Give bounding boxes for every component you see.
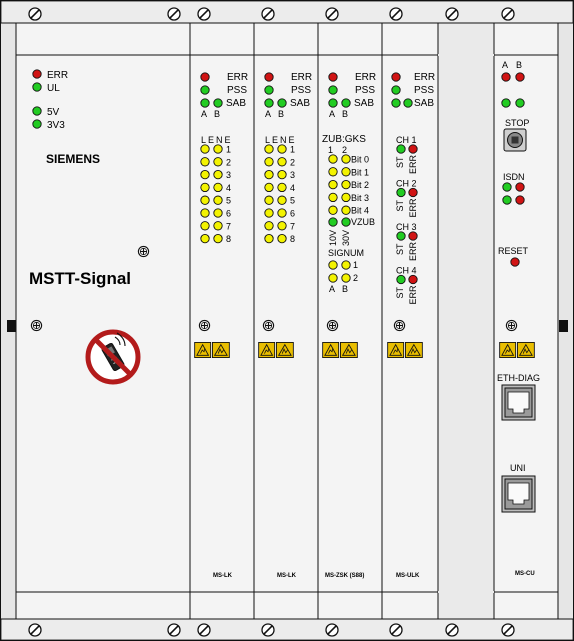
b-label: B xyxy=(516,60,523,70)
led-b xyxy=(278,99,286,107)
led-a xyxy=(392,99,400,107)
led-bit-2 xyxy=(342,155,350,163)
led-pss xyxy=(329,86,337,94)
led-channel-a xyxy=(201,209,209,217)
signum-a-label: A xyxy=(329,284,336,294)
a-label: A xyxy=(502,60,509,70)
led-err xyxy=(265,73,273,81)
10v-label: 10V xyxy=(328,229,338,246)
led-err xyxy=(33,70,41,78)
channel-label: 3 xyxy=(290,170,296,181)
channel-label: 5 xyxy=(290,195,296,206)
channel-label: 6 xyxy=(290,208,296,219)
screw-icon xyxy=(446,8,458,20)
channel-label: CH 1 xyxy=(396,135,417,145)
led-channel-b xyxy=(214,145,222,153)
led-channel-a xyxy=(201,196,209,204)
led-isdn-3 xyxy=(503,196,511,204)
led-channel-b xyxy=(278,222,286,230)
led-signum-1a xyxy=(329,261,337,269)
isdn-label: ISDN xyxy=(503,172,525,182)
channel-label: 3 xyxy=(226,170,232,181)
channel-label: CH 2 xyxy=(396,178,417,189)
signum-title: SIGNUM xyxy=(328,248,364,258)
pss-label: PSS xyxy=(291,85,312,96)
err-label: ERR xyxy=(408,285,418,305)
led-st xyxy=(397,188,405,196)
col-2-label: 2 xyxy=(342,145,348,155)
no-phone-icon xyxy=(88,332,138,382)
led-err xyxy=(409,145,417,153)
led-channel-b xyxy=(278,234,286,242)
bolt-icon xyxy=(199,320,209,330)
screw-icon xyxy=(502,624,514,636)
model-label: MS-LK xyxy=(213,573,232,579)
led-channel-b xyxy=(214,209,222,217)
led-a-green xyxy=(502,99,510,107)
led-channel-a xyxy=(265,158,273,166)
led-isdn-2 xyxy=(516,183,524,191)
lk-card-1-panel xyxy=(190,23,254,619)
led-st xyxy=(397,145,405,153)
eth-diag-port[interactable] xyxy=(502,385,535,420)
led-b xyxy=(404,99,412,107)
led-channel-a xyxy=(201,158,209,166)
led-st xyxy=(397,275,405,283)
model-label: MS-CU xyxy=(515,571,535,577)
blank-card-panel xyxy=(438,23,494,619)
channel-header: LENE xyxy=(201,135,233,145)
screw-icon xyxy=(262,8,274,20)
led-channel-a xyxy=(201,183,209,191)
esd-warning-icon xyxy=(388,342,423,357)
led-bit-2 xyxy=(342,180,350,188)
main-title: MSTT-Signal xyxy=(29,269,131,288)
led-channel-b xyxy=(214,183,222,191)
led-channel-a xyxy=(265,145,273,153)
led-bit-2 xyxy=(342,193,350,201)
led-a xyxy=(329,99,337,107)
model-label: MS-ULK xyxy=(396,573,420,579)
cu-card-panel xyxy=(494,23,558,619)
err-label: ERR xyxy=(408,241,418,261)
esd-warning-icon xyxy=(195,342,230,357)
led-ul xyxy=(33,83,41,91)
bit-label: Bit 4 xyxy=(351,205,370,216)
screw-icon xyxy=(198,8,210,20)
esd-warning-icon xyxy=(323,342,358,357)
led-err xyxy=(329,73,337,81)
led-bit-1 xyxy=(329,193,337,201)
err-label: ERR xyxy=(355,72,377,83)
led-pss xyxy=(201,86,209,94)
zsk-card-panel xyxy=(318,23,382,619)
led-bit-1 xyxy=(329,168,337,176)
screw-icon xyxy=(168,624,180,636)
channel-label: 8 xyxy=(226,234,232,245)
b-label: B xyxy=(278,109,285,119)
led-err xyxy=(409,232,417,240)
err-label: ERR xyxy=(414,72,436,83)
screw-icon xyxy=(262,624,274,636)
led-vzub-1 xyxy=(329,218,337,226)
led-channel-a xyxy=(265,170,273,178)
screw-icon xyxy=(29,8,41,20)
siemens-logo: SIEMENS xyxy=(46,152,101,166)
pss-label: PSS xyxy=(414,85,435,96)
channel-label: 5 xyxy=(226,195,232,206)
pss-label: PSS xyxy=(355,85,376,96)
led-channel-b xyxy=(214,196,222,204)
led-err xyxy=(392,73,400,81)
signum-b-label: B xyxy=(342,284,349,294)
channel-label: 7 xyxy=(226,221,232,232)
b-label: B xyxy=(214,109,221,119)
led-b xyxy=(342,99,350,107)
led-signum-1b xyxy=(342,261,350,269)
led-channel-b xyxy=(278,183,286,191)
channel-label: 7 xyxy=(290,221,296,232)
led-channel-a xyxy=(201,234,209,242)
led-channel-b xyxy=(278,145,286,153)
led-bit-1 xyxy=(329,180,337,188)
led-b xyxy=(214,99,222,107)
card-panels xyxy=(16,23,558,619)
stop-label: STOP xyxy=(505,118,530,128)
channel-label: CH 3 xyxy=(396,222,417,232)
model-label: MS-LK xyxy=(277,573,296,579)
bolt-icon xyxy=(506,320,516,330)
led-err xyxy=(409,275,417,283)
screw-icon xyxy=(326,624,338,636)
led-channel-b xyxy=(214,158,222,166)
bolt-icon xyxy=(263,320,273,330)
led-channel-b xyxy=(214,222,222,230)
channel-label: 2 xyxy=(226,157,232,168)
led-a xyxy=(265,99,273,107)
led-bit-2 xyxy=(342,206,350,214)
led-channel-b xyxy=(214,170,222,178)
channel-label: CH 4 xyxy=(396,265,417,276)
bolt-icon xyxy=(394,320,404,330)
pss-label: PSS xyxy=(227,85,248,96)
stop-button[interactable] xyxy=(504,129,526,151)
b-label: B xyxy=(342,109,349,119)
channel-label: 4 xyxy=(226,182,232,193)
bolt-icon xyxy=(327,320,337,330)
led-channel-a xyxy=(265,222,273,230)
led-channel-a xyxy=(265,183,273,191)
channel-label: 6 xyxy=(226,208,232,219)
led-err xyxy=(409,188,417,196)
led-channel-b xyxy=(278,170,286,178)
screw-icon xyxy=(168,8,180,20)
led-st xyxy=(397,232,405,240)
led-channel-b xyxy=(278,209,286,217)
sab-label: SAB xyxy=(354,98,375,109)
30v-label: 30V xyxy=(341,229,351,246)
sab-label: SAB xyxy=(290,98,311,109)
screw-icon xyxy=(390,624,402,636)
st-label: ST xyxy=(395,199,405,212)
led-channel-a xyxy=(201,145,209,153)
err-label: ERR xyxy=(408,154,418,174)
bit-label: Bit 2 xyxy=(351,180,370,191)
led-err xyxy=(201,73,209,81)
screw-icon xyxy=(326,8,338,20)
err-label: ERR xyxy=(408,198,418,218)
uni-port[interactable] xyxy=(502,476,535,512)
col-1-label: 1 xyxy=(328,145,334,155)
led-label-5v: 5V xyxy=(47,107,60,118)
signum-2-label: 2 xyxy=(353,273,359,283)
led-signum-2a xyxy=(329,274,337,282)
led-pss xyxy=(392,86,400,94)
uni-label: UNI xyxy=(510,463,526,473)
channel-label: 2 xyxy=(290,157,296,168)
bolt-icon xyxy=(31,320,41,330)
a-label: A xyxy=(329,109,336,119)
a-label: A xyxy=(201,109,208,119)
ulk-card-panel xyxy=(382,23,438,619)
main-panel xyxy=(16,23,190,619)
channel-header: LENE xyxy=(265,135,297,145)
sab-label: SAB xyxy=(414,98,435,109)
channel-label: 1 xyxy=(226,144,232,155)
led-pss xyxy=(265,86,273,94)
esd-warning-icon xyxy=(259,342,294,357)
st-label: ST xyxy=(395,243,405,255)
led-5v xyxy=(33,107,41,115)
led-b-green xyxy=(516,99,524,107)
sab-label: SAB xyxy=(226,98,247,109)
led-channel-a xyxy=(265,234,273,242)
screw-icon xyxy=(446,624,458,636)
led-channel-a xyxy=(201,170,209,178)
err-label: ERR xyxy=(227,72,249,83)
a-label: A xyxy=(265,109,272,119)
led-vzub-2 xyxy=(342,218,350,226)
st-label: ST xyxy=(395,156,405,168)
bolt-icon xyxy=(138,246,148,256)
led-signum-2b xyxy=(342,274,350,282)
screw-icon xyxy=(198,624,210,636)
led-label-3v3: 3V3 xyxy=(47,120,65,131)
lk-card-2-panel xyxy=(254,23,318,619)
led-channel-b xyxy=(278,158,286,166)
reset-button[interactable] xyxy=(511,258,519,266)
st-label: ST xyxy=(395,286,405,299)
model-label: MS-ZSK (S88) xyxy=(325,573,365,579)
channel-label: 1 xyxy=(290,144,296,155)
led-isdn-1 xyxy=(503,183,511,191)
led-b-red xyxy=(516,73,524,81)
led-channel-a xyxy=(201,222,209,230)
bit-label: Bit 0 xyxy=(351,154,370,165)
led-channel-b xyxy=(278,196,286,204)
screw-icon xyxy=(29,624,41,636)
signum-1-label: 1 xyxy=(353,260,359,270)
channel-label: 8 xyxy=(290,234,296,245)
led-channel-a xyxy=(265,209,273,217)
vzub-label: VZUB xyxy=(351,217,376,227)
zub-gks-header: ZUB:GKS xyxy=(322,134,366,145)
channel-label: 4 xyxy=(290,182,296,193)
led-label-err: ERR xyxy=(47,70,69,81)
bit-label: Bit 3 xyxy=(351,192,370,203)
eth-diag-label: ETH-DIAG xyxy=(497,373,541,383)
led-bit-1 xyxy=(329,155,337,163)
reset-label: RESET xyxy=(498,246,529,256)
bit-label: Bit 1 xyxy=(351,167,370,178)
led-3v3 xyxy=(33,120,41,128)
led-bit-2 xyxy=(342,168,350,176)
led-label-ul: UL xyxy=(47,83,60,94)
err-label: ERR xyxy=(291,72,313,83)
screw-icon xyxy=(390,8,402,20)
led-channel-b xyxy=(214,234,222,242)
led-isdn-4 xyxy=(516,196,524,204)
screw-icon xyxy=(502,8,514,20)
led-a-red xyxy=(502,73,510,81)
led-channel-a xyxy=(265,196,273,204)
led-a xyxy=(201,99,209,107)
esd-warning-icon xyxy=(500,342,535,357)
led-bit-1 xyxy=(329,206,337,214)
